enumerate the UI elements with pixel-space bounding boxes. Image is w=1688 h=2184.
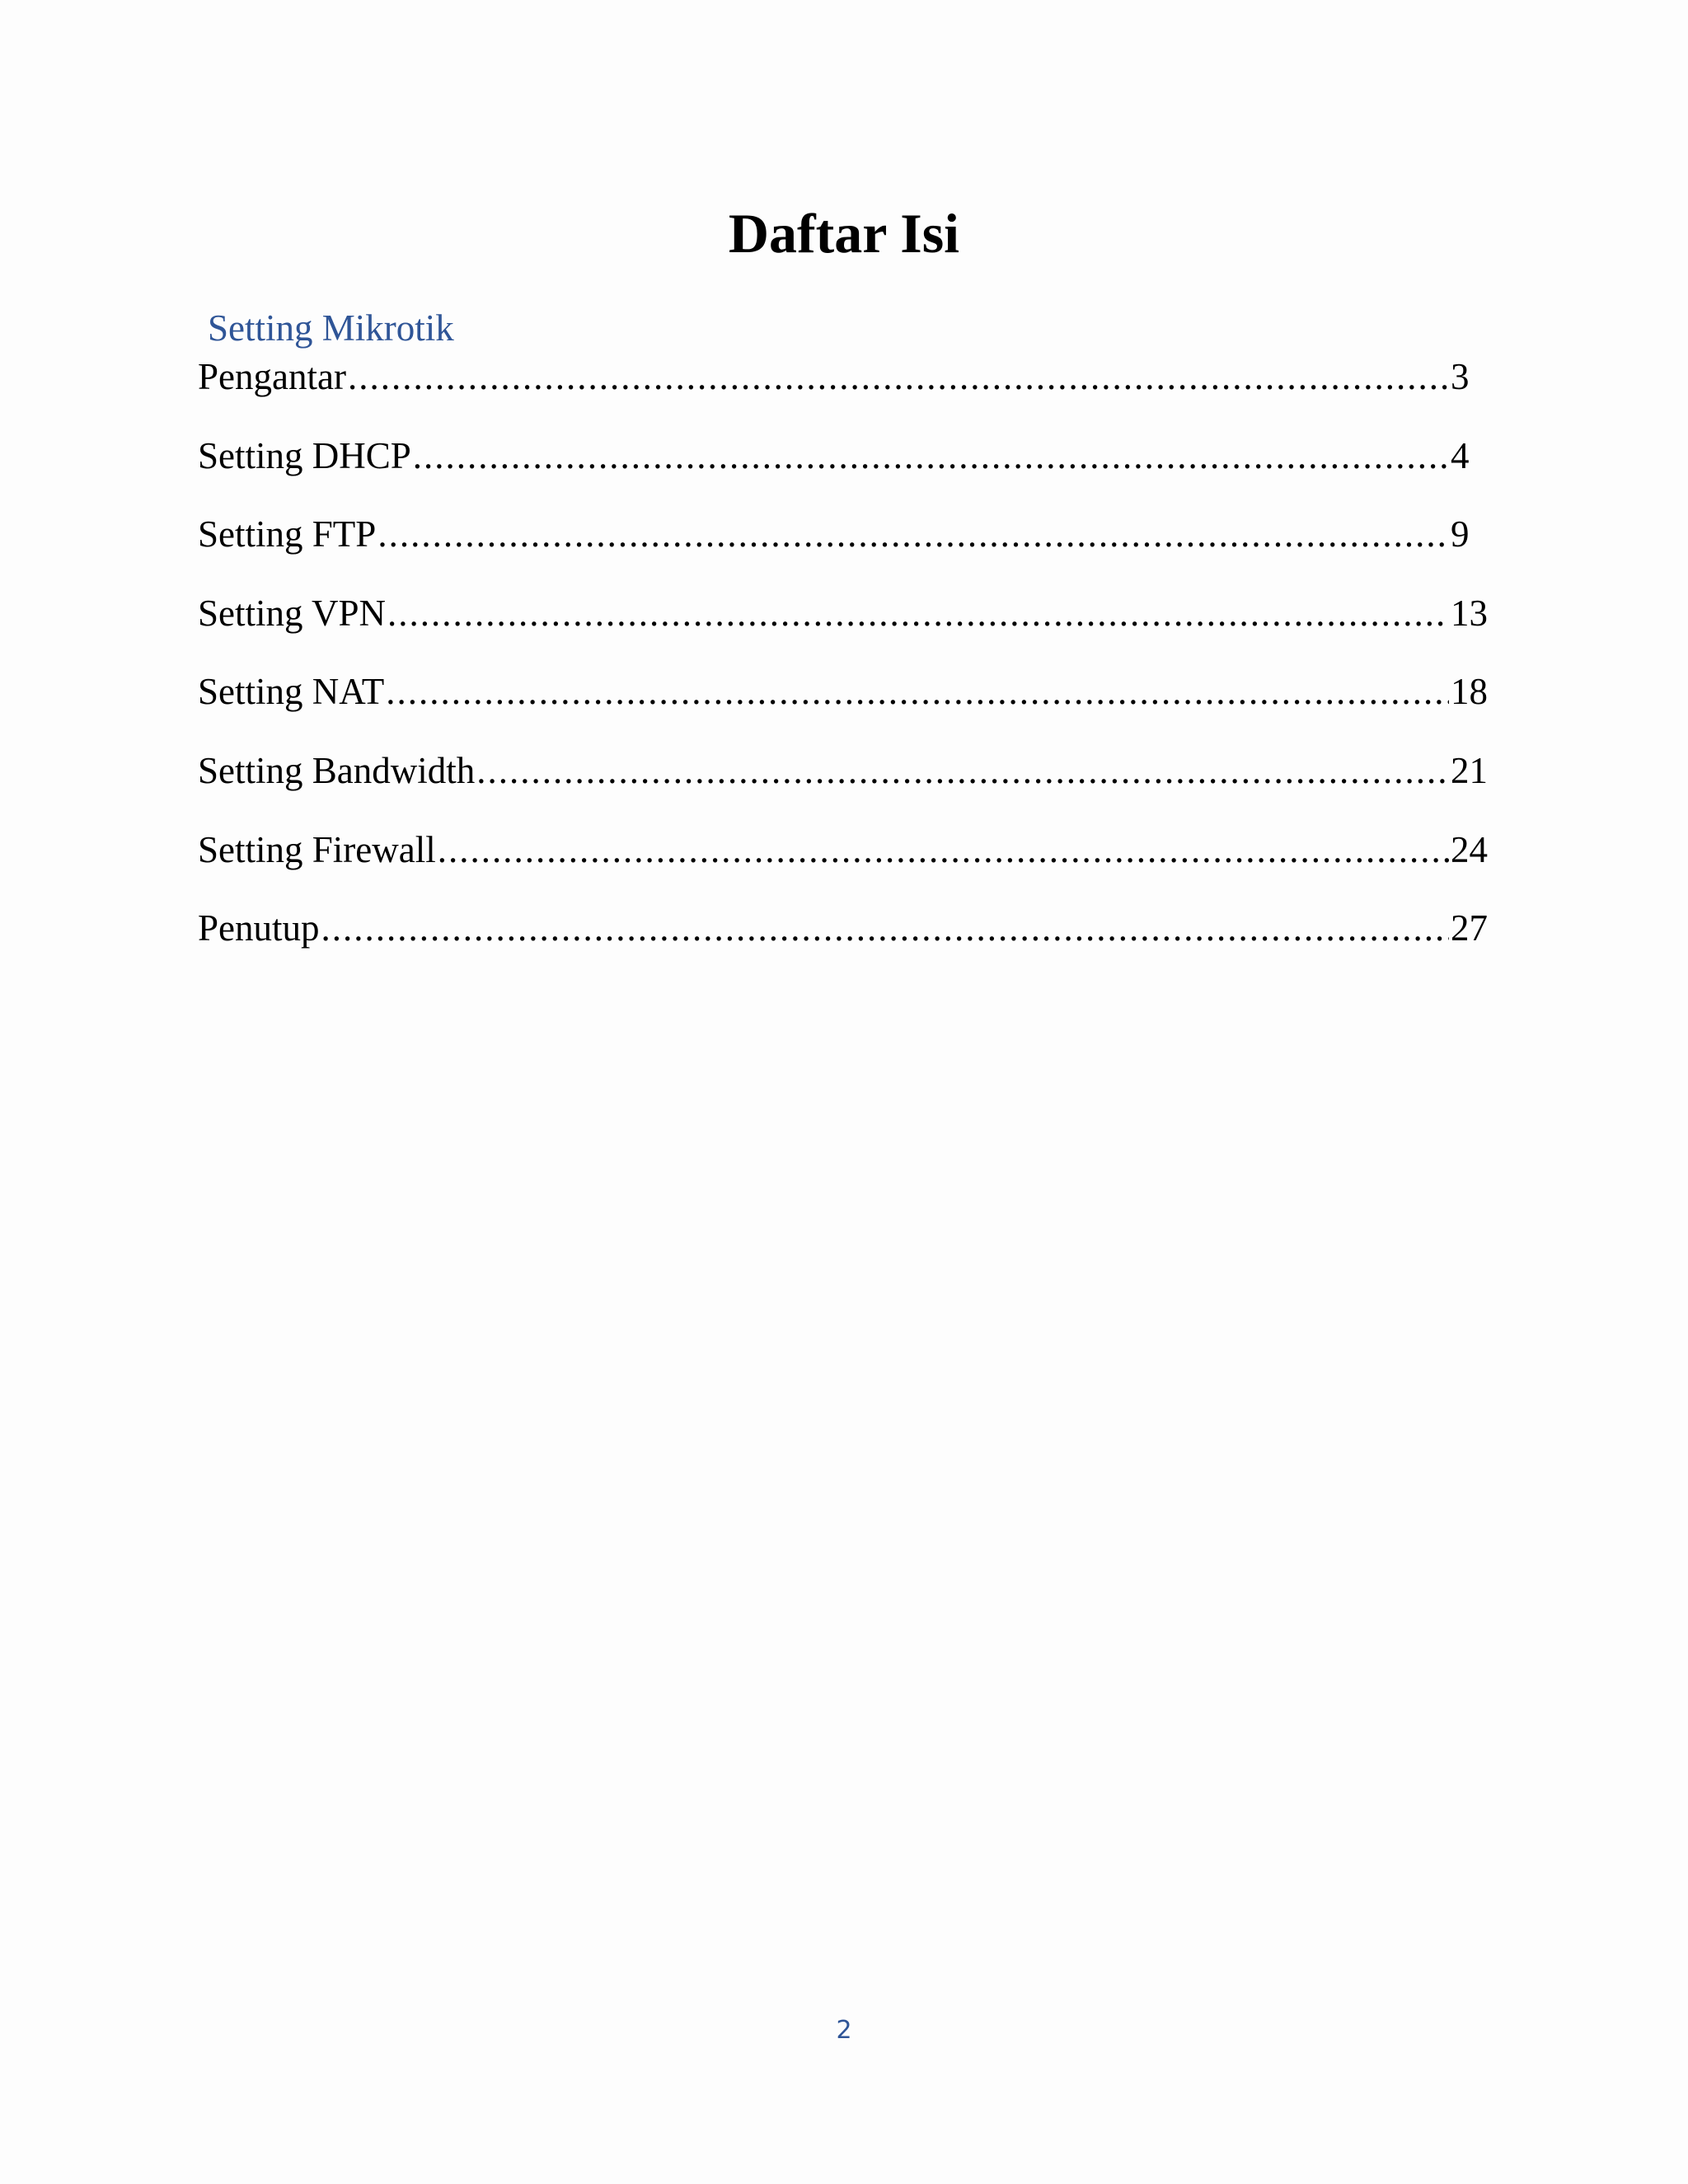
toc-entry-setting-bandwidth[interactable]	[198, 748, 1492, 794]
toc-section-heading[interactable]: Setting Mikrotik	[208, 307, 454, 349]
toc-entry-pengantar[interactable]	[198, 354, 1492, 400]
dot-leader	[476, 748, 1449, 794]
toc-entry-label: Penutup	[198, 907, 320, 949]
toc-entry-page: 13	[1451, 592, 1488, 634]
toc-entry-page: 3	[1451, 356, 1470, 397]
toc-entry-label: Setting DHCP	[198, 434, 411, 476]
toc-entry-setting-dhcp[interactable]	[198, 433, 1492, 479]
page-number: 2	[836, 2016, 852, 2045]
dot-leader	[438, 827, 1449, 873]
table-of-contents	[198, 354, 1492, 984]
toc-entry-label: Setting VPN	[198, 592, 386, 634]
toc-entry-label: Setting Firewall	[198, 828, 436, 870]
toc-entry-label: Setting FTP	[198, 513, 377, 555]
dot-leader	[386, 668, 1449, 715]
toc-entry-page: 18	[1451, 671, 1488, 713]
dot-leader	[348, 354, 1449, 400]
toc-entry-setting-nat[interactable]	[198, 668, 1492, 715]
dot-leader	[377, 511, 1449, 557]
toc-entry-setting-ftp[interactable]	[198, 511, 1492, 557]
toc-entry-page: 27	[1451, 907, 1488, 949]
toc-entry-page: 21	[1451, 749, 1488, 791]
toc-entry-page: 4	[1451, 434, 1470, 476]
toc-entry-page: 24	[1451, 828, 1488, 870]
dot-leader	[413, 433, 1449, 479]
toc-entry-label: Setting Bandwidth	[198, 749, 476, 791]
dot-leader	[321, 905, 1449, 951]
toc-entry-setting-firewall[interactable]	[198, 827, 1492, 873]
page-title: Daftar Isi	[728, 202, 960, 265]
toc-entry-setting-vpn[interactable]	[198, 590, 1492, 636]
toc-entry-penutup[interactable]	[198, 905, 1492, 951]
toc-entry-label: Pengantar	[198, 356, 346, 397]
toc-entry-page: 9	[1451, 513, 1470, 555]
toc-entry-label: Setting NAT	[198, 671, 385, 713]
dot-leader	[387, 590, 1449, 636]
